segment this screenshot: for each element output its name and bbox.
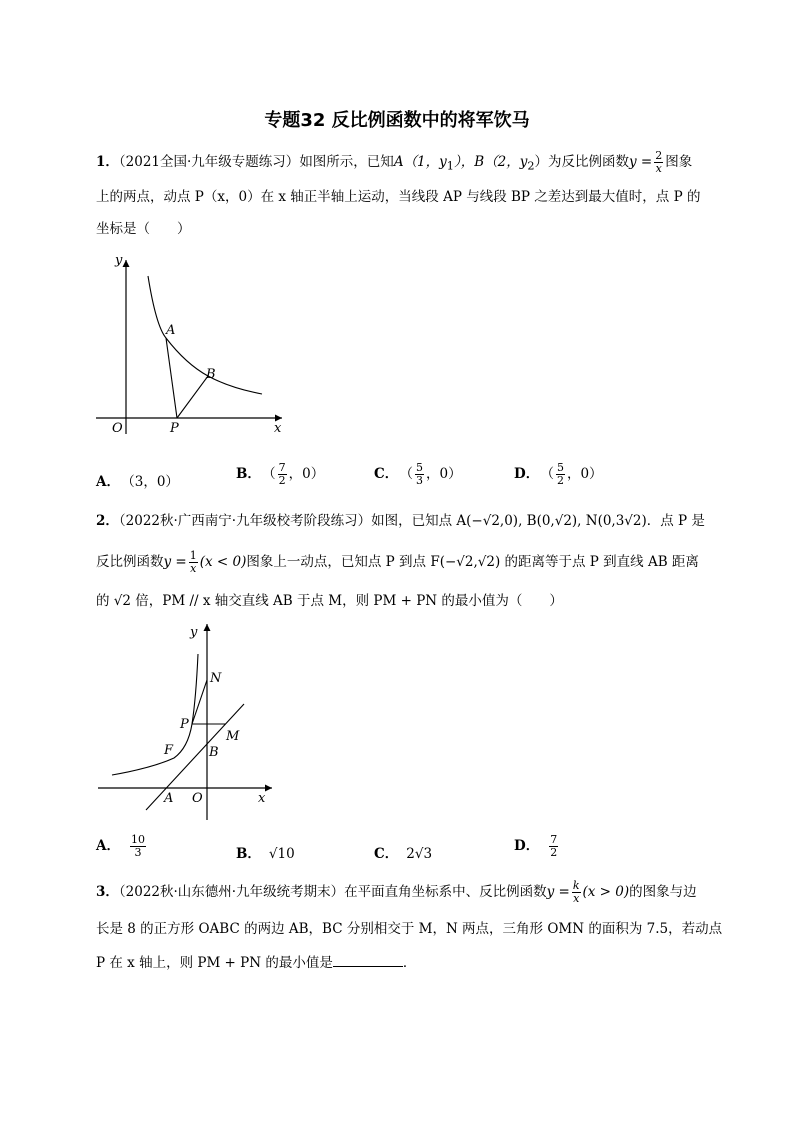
q2-text-c: 图象上一动点，已知点 P 到点 F(−√2,√2) 的距离等于点 P 到直线 AB 距离 — [246, 554, 699, 570]
q1-option-d-den: 2 — [556, 474, 564, 487]
q1-func-fraction — [654, 150, 663, 175]
q2-func-cond: (x < 0) — [199, 554, 247, 570]
q1-label-y: y — [115, 253, 123, 268]
q2-option-d-fraction — [549, 834, 558, 859]
q1-number: 1． — [96, 154, 119, 170]
q1-text-a: 如图所示，已知 — [299, 154, 394, 170]
q1-source: （2021全国·九年级专题练习） — [118, 154, 300, 170]
q1-option-b-pre: （ — [268, 466, 276, 482]
q1-segment-bp — [177, 376, 208, 418]
q1-option-a-text: （3，0） — [127, 474, 179, 490]
q1-option-b-num: 7 — [278, 461, 286, 474]
q1-option-c-post: ，0） — [426, 466, 462, 482]
q2-option-c-text: 2√3 — [406, 846, 433, 862]
q3-text-a: 在平面直角坐标系中、反比例函数 — [344, 884, 547, 900]
q3-func-cond: (x > 0) — [582, 884, 630, 900]
q1-option-c-pre: （ — [406, 466, 413, 482]
q2-text-b: 反比例函数 — [96, 554, 164, 570]
q1-option-d[interactable] — [514, 462, 603, 487]
q2-label-x: x — [258, 791, 266, 806]
q2-option-a[interactable] — [96, 834, 148, 859]
q1-func-y: y = — [629, 154, 653, 170]
page-title: 专题32 反比例函数中的将军饮马 — [264, 110, 530, 131]
q3-func-den: x — [573, 892, 580, 905]
q1-func-den: x — [655, 162, 662, 175]
q2-label-o: O — [192, 791, 203, 806]
q1-line-3: 坐标是（ ） — [96, 221, 191, 237]
q1-line-2: 上的两点，动点 P（x，0）在 x 轴正半轴上运动，当线段 AP 与线段 BP 之差达到最大值时，点 P 的 — [96, 189, 701, 205]
q2-option-d[interactable] — [514, 834, 560, 859]
q1-option-d-label: D． — [514, 466, 540, 482]
q1-option-d-num: 5 — [556, 461, 564, 474]
q1-sub-1: 1 — [446, 159, 454, 173]
q2-func-num: 1 — [189, 549, 197, 562]
q2-func-y: y = — [163, 554, 187, 570]
q1-option-c[interactable] — [374, 462, 462, 487]
q1-label-b: B — [206, 367, 216, 382]
q1-option-c-fraction — [415, 462, 424, 487]
q1-option-d-post: ，0） — [566, 466, 603, 482]
q1-option-b-fraction — [278, 462, 287, 487]
q2-option-a-num: 10 — [130, 833, 145, 846]
q2-hyperbola — [112, 654, 198, 775]
q3-line-1 — [96, 880, 697, 905]
q1-figure — [90, 248, 300, 438]
q2-option-b[interactable] — [236, 842, 295, 862]
q2-figure — [92, 618, 282, 828]
q1-sub-2: 2 — [527, 159, 535, 173]
q3-answer-blank[interactable] — [333, 966, 403, 967]
q1-text-c: 图象 — [665, 154, 693, 170]
q2-line-1 — [96, 510, 705, 532]
q2-option-a-fraction — [130, 834, 146, 859]
q1-option-a-label: A． — [96, 474, 120, 490]
q3-source: （2022秋·山东德州·九年级统考期末） — [118, 884, 345, 900]
q1-option-b-post: ，0） — [288, 466, 325, 482]
q2-option-a-label: A． — [96, 838, 120, 854]
q2-label-m: M — [226, 729, 240, 744]
q3-func-y: y = — [546, 884, 570, 900]
q3-text-b: 的图象与边 — [629, 884, 697, 900]
q2-option-d-den: 2 — [550, 846, 558, 859]
q2-option-c-label: C． — [374, 846, 399, 862]
q3-func-num: k — [572, 879, 580, 892]
q2-option-b-text: √10 — [268, 846, 295, 862]
q3-func-fraction — [572, 880, 581, 905]
q2-option-d-label: D． — [514, 838, 540, 854]
q1-option-b[interactable] — [236, 462, 324, 487]
q1-text-b: ）为反比例函数 — [534, 154, 630, 170]
q1-label-o: O — [112, 421, 123, 436]
q1-option-d-fraction — [556, 462, 565, 487]
q1-option-c-den: 3 — [416, 474, 423, 487]
q1-point-a: A（1，y — [393, 154, 447, 170]
q2-label-p: P — [180, 717, 189, 732]
q1-option-c-label: C． — [374, 466, 399, 482]
q2-label-y: y — [190, 625, 198, 640]
q1-option-d-pre: （ — [547, 466, 554, 482]
q1-point-b: ），B（2，y — [453, 154, 528, 170]
q2-line-3: 的 √2 倍，PM // x 轴交直线 AB 于点 M，则 PM + PN 的最小值为（ ） — [96, 593, 563, 609]
q2-option-d-num: 7 — [550, 833, 558, 846]
q2-source: （2022秋·广西南宁·九年级校考阶段练习） — [118, 513, 372, 529]
q3-line-3 — [96, 952, 416, 974]
q2-number: 2． — [96, 513, 119, 529]
q1-option-c-num: 5 — [416, 461, 423, 474]
q3-line-2: 长是 8 的正方形 OABC 的两边 AB，BC 分别相交于 M，N 两点，三角形 OMN 的面积为 7.5，若动点 — [96, 921, 723, 937]
q3-number: 3． — [96, 884, 119, 900]
q2-text-a: 如图，已知点 A(−√2,0), B(0,√2), N(0,3√2)．点 P 是 — [371, 513, 705, 529]
q2-func-fraction — [189, 550, 198, 575]
q1-option-a[interactable] — [96, 470, 179, 490]
q1-label-p: P — [170, 421, 179, 436]
q2-label-a: A — [164, 791, 174, 806]
q1-func-num: 2 — [655, 149, 663, 162]
q1-label-a: A — [166, 323, 176, 338]
q2-func-den: x — [190, 562, 197, 575]
q1-option-b-den: 2 — [278, 474, 286, 487]
q3-text-c: P 在 x 轴上，则 PM + PN 的最小值是 — [96, 955, 333, 971]
q2-option-c[interactable] — [374, 842, 432, 862]
q1-line-1 — [96, 150, 692, 178]
q1-label-x: x — [274, 421, 282, 436]
q2-option-b-label: B． — [236, 846, 261, 862]
q2-label-n: N — [210, 671, 222, 686]
q2-label-b: B — [209, 745, 219, 760]
q2-option-a-den: 3 — [134, 846, 142, 859]
q1-option-b-label: B． — [236, 466, 261, 482]
q2-label-f: F — [164, 743, 174, 758]
q3-text-d: ． — [402, 955, 417, 971]
q2-line-2 — [96, 550, 699, 575]
